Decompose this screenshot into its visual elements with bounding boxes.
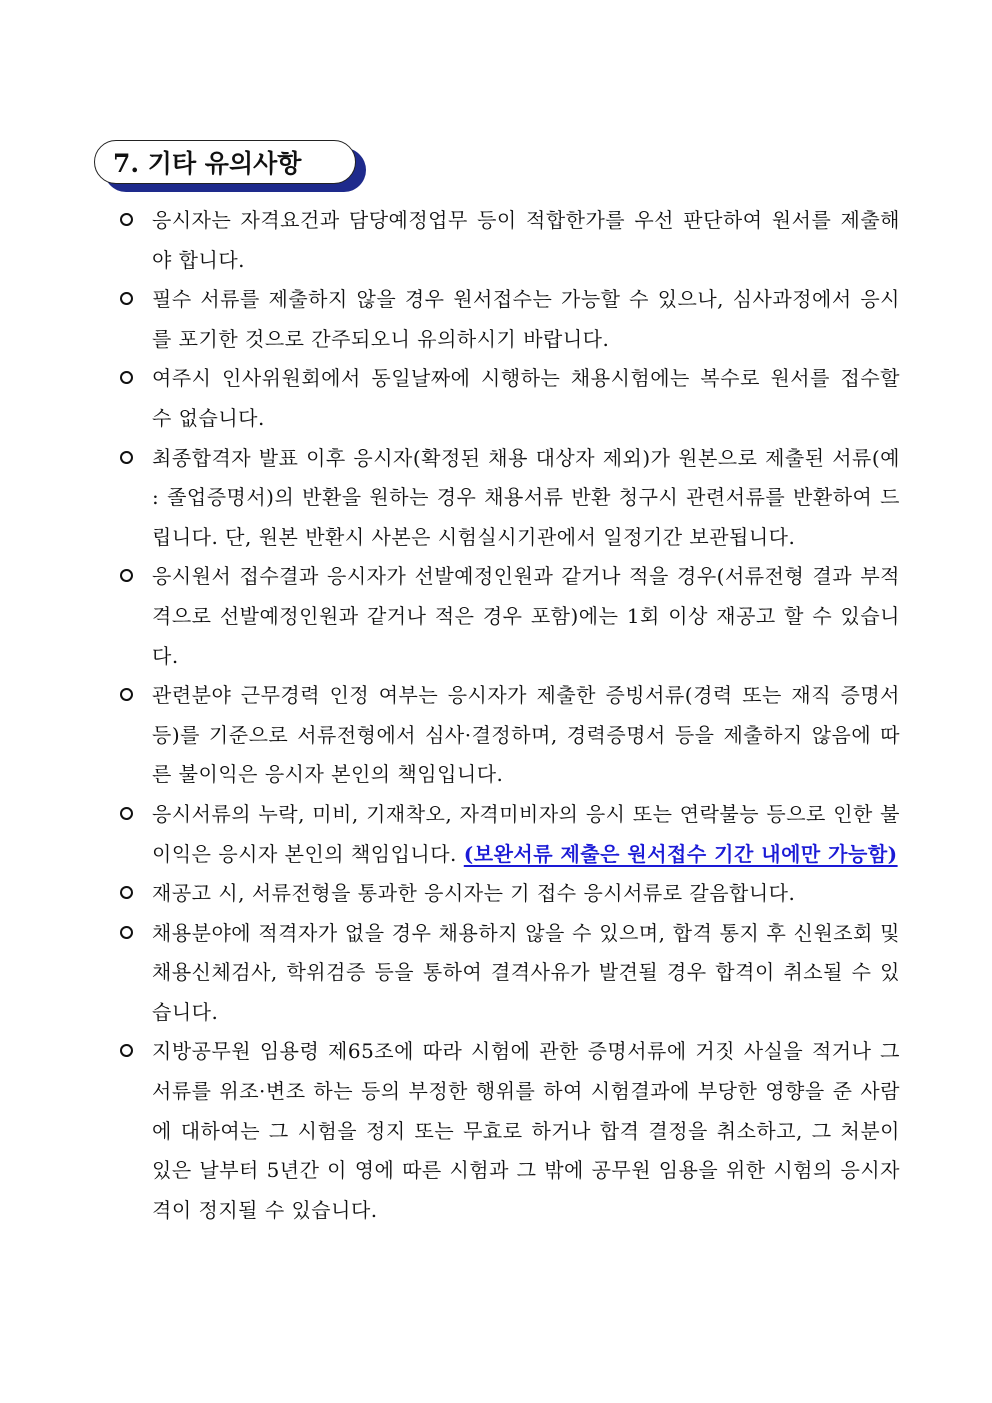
item-text: 채용분야에 적격자가 없을 경우 채용하지 않을 수 있으며, 합격 통지 후 신원조회 및 채용신체검사, 학위검증 등을 통하여 결격사유가 발견될 경우 합격이 취소될 수 있습니다. bbox=[152, 920, 900, 1024]
circle-bullet-icon bbox=[120, 886, 133, 899]
circle-bullet-icon bbox=[120, 688, 133, 701]
highlighted-note: (보완서류 제출은 원서접수 기간 내에만 가능함) bbox=[463, 841, 898, 866]
item-text: 응시자는 자격요건과 담당예정업무 등이 적합한가를 우선 판단하여 원서를 제출해야 합니다. bbox=[152, 208, 900, 272]
circle-bullet-icon bbox=[120, 1044, 133, 1057]
list-item bbox=[116, 914, 900, 1033]
circle-bullet-icon bbox=[120, 292, 133, 305]
list-item bbox=[116, 280, 900, 359]
circle-bullet-icon bbox=[120, 569, 133, 582]
notice-list bbox=[116, 201, 900, 1230]
item-text: 응시서류의 누락, 미비, 기재착오, 자격미비자의 응시 또는 연락불능 등으로 인한 불이익은 응시자 본인의 책임입니다. bbox=[152, 801, 900, 866]
section-heading bbox=[94, 140, 370, 194]
list-item bbox=[116, 359, 900, 438]
list-item bbox=[116, 676, 900, 795]
item-text: 재공고 시, 서류전형을 통과한 응시자는 기 접수 응시서류로 갈음합니다. bbox=[152, 881, 796, 906]
circle-bullet-icon bbox=[120, 371, 133, 384]
circle-bullet-icon bbox=[120, 926, 133, 939]
item-text: 지방공무원 임용령 제65조에 따라 시험에 관한 증명서류에 거짓 사실을 적거나 그 서류를 위조·변조 하는 등의 부정한 행위를 하여 시험결과에 부당한 영향을 준 사람에 대하여는 그 시험을 정지 또는 무효로 하거나 합격 결정을 취소하고, 그 처분이 있은 날부터 5년간 이 영에 따른 시험과 그 밖에 공무원 임용을 위한 시험의 응시자격이 정지될 수 있습니다. bbox=[152, 1039, 900, 1222]
list-item bbox=[116, 557, 900, 676]
item-text: 여주시 인사위원회에서 동일날짜에 시행하는 채용시험에는 복수로 원서를 접수할 수 없습니다. bbox=[152, 366, 900, 430]
circle-bullet-icon bbox=[120, 807, 133, 820]
list-item bbox=[116, 795, 900, 874]
circle-bullet-icon bbox=[120, 213, 133, 226]
circle-bullet-icon bbox=[120, 451, 133, 464]
item-text: 필수 서류를 제출하지 않을 경우 원서접수는 가능할 수 있으나, 심사과정에서 응시를 포기한 것으로 간주되오니 유의하시기 바랍니다. bbox=[152, 287, 900, 351]
list-item bbox=[116, 1032, 900, 1230]
item-text: 응시원서 접수결과 응시자가 선발예정인원과 같거나 적을 경우(서류전형 결과 부적격으로 선발예정인원과 같거나 적은 경우 포함)에는 1회 이상 재공고 할 수 있습니다. bbox=[152, 564, 900, 668]
list-item bbox=[116, 439, 900, 558]
item-text: 관련분야 근무경력 인정 여부는 응시자가 제출한 증빙서류(경력 또는 재직 증명서 등)를 기준으로 서류전형에서 심사·결정하며, 경력증명서 등을 제출하지 않음에 따른 불이익은 응시자 본인의 책임입니다. bbox=[152, 683, 900, 787]
item-text: 최종합격자 발표 이후 응시자(확정된 채용 대상자 제외)가 원본으로 제출된 서류(예 : 졸업증명서)의 반환을 원하는 경우 채용서류 반환 청구시 관련서류를 반환하여 드립니다. 단, 원본 반환시 사본은 시험실시기관에서 일정기간 보관됩니다. bbox=[152, 445, 900, 549]
section-title: 7. 기타 유의사항 bbox=[94, 140, 356, 184]
list-item bbox=[116, 874, 900, 914]
list-item bbox=[116, 201, 900, 280]
